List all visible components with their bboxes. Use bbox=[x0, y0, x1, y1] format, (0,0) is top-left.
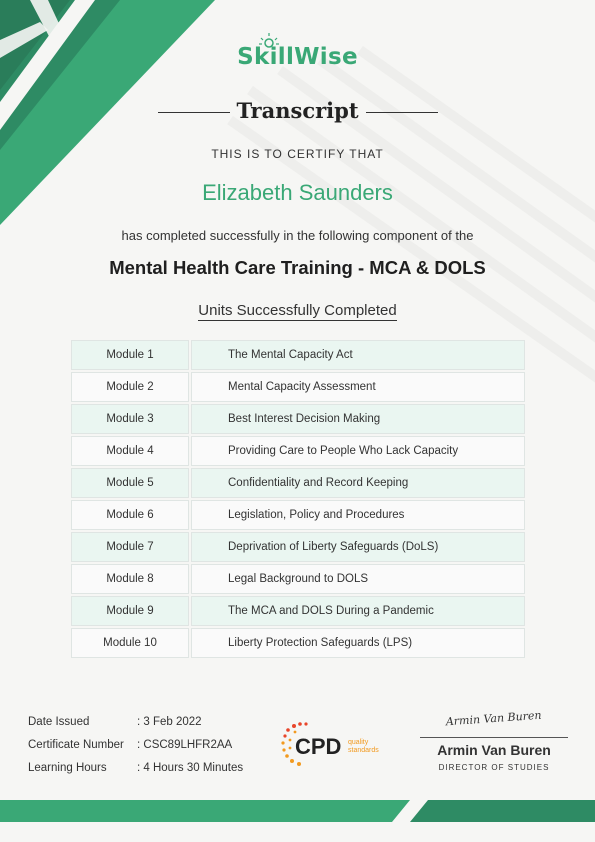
module-title: Legislation, Policy and Procedures bbox=[191, 500, 525, 530]
module-title: Best Interest Decision Making bbox=[191, 404, 525, 434]
table-row bbox=[71, 596, 525, 628]
cpd-tagline-1: quality bbox=[348, 739, 369, 746]
signature-block bbox=[420, 708, 568, 772]
module-title: Confidentiality and Record Keeping bbox=[191, 468, 525, 498]
module-number: Module 5 bbox=[71, 468, 189, 498]
table-row bbox=[71, 500, 525, 532]
module-number: Module 3 bbox=[71, 404, 189, 434]
detail-certificate-number bbox=[28, 739, 243, 762]
detail-label: Learning Hours bbox=[28, 762, 107, 774]
lightbulb-icon bbox=[258, 32, 280, 52]
completion-statement: has completed successfully in the following component of the bbox=[121, 228, 474, 243]
detail-value: : 3 Feb 2022 bbox=[137, 716, 202, 728]
brand-logo bbox=[0, 44, 595, 70]
module-title: Liberty Protection Safeguards (LPS) bbox=[191, 628, 525, 658]
module-number: Module 8 bbox=[71, 564, 189, 594]
signatory-name: Armin Van Buren bbox=[437, 742, 551, 758]
module-number: Module 7 bbox=[71, 532, 189, 562]
table-row bbox=[71, 564, 525, 596]
cpd-logo bbox=[280, 720, 395, 768]
detail-label: Date Issued bbox=[28, 716, 90, 728]
units-heading bbox=[0, 302, 595, 319]
certificate-details bbox=[28, 716, 243, 785]
module-number: Module 9 bbox=[71, 596, 189, 626]
detail-label: Certificate Number bbox=[28, 739, 124, 751]
table-row bbox=[71, 468, 525, 500]
table-row bbox=[71, 404, 525, 436]
table-row bbox=[71, 628, 525, 660]
units-heading-text: Units Successfully Completed bbox=[198, 302, 397, 319]
table-row bbox=[71, 340, 525, 372]
table-row bbox=[71, 532, 525, 564]
signatory-title: DIRECTOR OF STUDIES bbox=[438, 763, 550, 772]
certify-text: THIS IS TO CERTIFY THAT bbox=[211, 147, 384, 161]
transcript-heading bbox=[0, 98, 595, 126]
module-title: The Mental Capacity Act bbox=[191, 340, 525, 370]
module-number: Module 2 bbox=[71, 372, 189, 402]
divider-right bbox=[366, 112, 438, 113]
detail-value: : CSC89LHFR2AA bbox=[137, 739, 233, 751]
module-title: Providing Care to People Who Lack Capacity bbox=[191, 436, 525, 466]
recipient-name: Elizabeth Saunders bbox=[202, 180, 393, 205]
detail-date-issued bbox=[28, 716, 243, 739]
module-title: The MCA and DOLS During a Pandemic bbox=[191, 596, 525, 626]
signature-script: Armin Van Buren bbox=[445, 708, 542, 729]
units-table bbox=[71, 340, 525, 660]
table-row bbox=[71, 436, 525, 468]
cpd-tagline-2: standards bbox=[348, 747, 379, 754]
module-number: Module 1 bbox=[71, 340, 189, 370]
table-row bbox=[71, 372, 525, 404]
module-number: Module 10 bbox=[71, 628, 189, 658]
detail-learning-hours bbox=[28, 762, 243, 785]
course-title: Mental Health Care Training - MCA & DOLS bbox=[109, 257, 486, 278]
module-title: Deprivation of Liberty Safeguards (DoLS) bbox=[191, 532, 525, 562]
page-title: Transcript bbox=[236, 98, 359, 123]
cpd-mark: CPD bbox=[295, 734, 342, 759]
detail-value: : 4 Hours 30 Minutes bbox=[137, 762, 244, 774]
module-title: Mental Capacity Assessment bbox=[191, 372, 525, 402]
brand-logo-text: SkillWise bbox=[237, 44, 358, 70]
module-number: Module 6 bbox=[71, 500, 189, 530]
module-number: Module 4 bbox=[71, 436, 189, 466]
module-title: Legal Background to DOLS bbox=[191, 564, 525, 594]
